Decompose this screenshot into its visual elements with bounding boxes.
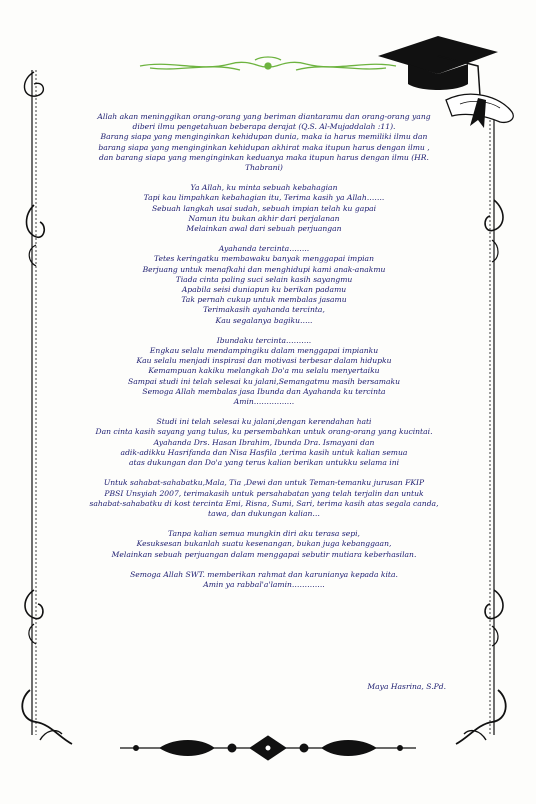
father-line: Tetes keringatku membawaku banyak menggapai impian	[154, 254, 374, 264]
mother-line: Ibundaku tercinta……….	[216, 335, 312, 345]
final-prayer-paragraph	[62, 570, 466, 590]
final-prayer-line: Semoga Allah SWT. memberikan rahmat dan karunianya kepada kita.	[130, 569, 398, 579]
signature: Maya Hasrina, S.Pd.	[367, 682, 446, 691]
mother-line: Sampai studi ini telah selesai ku jalani,Semangatmu masih bersamaku	[128, 376, 400, 386]
father-line: Kau segalanya bagiku…..	[215, 315, 313, 325]
verse-line: dan barang siapa yang menginginkan keduanya maka itupun harus dengan ilmu (HR.	[99, 152, 429, 162]
father-line: Ayahanda tercinta……..	[218, 244, 310, 254]
father-line: Terimakasih ayahanda tercinta,	[203, 305, 325, 315]
family-line: adik-adikku Hasrifanda dan Nisa Hasfila ,terima kasih untuk kalian semua	[120, 447, 408, 457]
mother-line: Amin…………….	[233, 397, 295, 407]
prayer-line: Namun itu bukan akhir dari perjalanan	[188, 213, 340, 223]
mother-line: Engkau selalu mendampingiku dalam menggapai impianku	[149, 346, 379, 356]
closing-paragraph	[62, 529, 466, 560]
prayer-line: Ya Allah, ku minta sebuah kebahagian	[190, 183, 338, 193]
verse-line: Allah akan meninggikan orang-orang yang beriman diantaramu dan orang-orang yang	[97, 112, 431, 121]
bottom-ornament-icon	[120, 736, 416, 760]
friends-line: sahabat-sahabatku di kost tercinta Emi, Risna, Sumi, Sari, terima kasih atas segala canda,	[89, 498, 439, 508]
family-line: Dan cinta kasih sayang yang tulus, ku persembahkan untuk orang-orang yang kucintai.	[95, 427, 433, 437]
prayer-line: Tapi kau limpahkan kebahagian itu, Terima kasih ya Allah…….	[143, 193, 385, 203]
mother-line: Kau selalu menjadi inspirasi dan motivasi terbesar dalam hidupku	[136, 356, 392, 366]
family-paragraph	[62, 417, 466, 468]
friends-line: PBSI Unsyiah 2007, terimakasih untuk persahabatan yang telah terjalin dan untuk	[104, 488, 424, 498]
dedication-text	[62, 112, 466, 590]
friends-paragraph	[62, 478, 466, 519]
father-line: Berjuang untuk menafkahi dan menghidupi kami anak-anakmu	[142, 264, 386, 274]
family-line: atas dukungan dan Do'a yang terus kalian berikan untukku selama ini	[128, 458, 400, 468]
mother-paragraph	[62, 336, 466, 407]
verse-line: Barang siapa yang menginginkan kehidupan dunia, maka ia harus memiliki ilmu dan	[100, 132, 428, 142]
prayer-paragraph	[62, 183, 466, 234]
family-line: Studi ini telah selesai ku jalani,dengan kerendahan hati	[156, 417, 372, 427]
friends-line: Untuk sahabat-sahabatku,Mala, Tia ,Dewi dan untuk Teman-temanku jurusan FKIP	[103, 478, 425, 488]
father-line: Tak pernah cukup untuk membalas jasamu	[181, 295, 347, 305]
mother-line: Semoga Allah membalas jasa Ibunda dan Ayahanda ku tercinta	[142, 386, 386, 396]
prayer-line: Melainkan awal dari sebuah perjuangan	[186, 224, 342, 234]
final-prayer-line: Amin ya rabbal'a'lamin………….	[203, 579, 325, 589]
father-line: Apabila seisi duniapun ku berikan padamu	[181, 285, 347, 295]
green-flourish-icon	[140, 57, 396, 70]
mother-line: Kemampuan kakiku melangkah Do'a mu selalu menyertaiku	[148, 366, 380, 376]
prayer-line: Sebuah langkah usai sudah, sebuah impian telah ku gapai	[151, 203, 377, 213]
closing-line: Tanpa kalian semua mungkin diri aku terasa sepi,	[168, 529, 360, 539]
friends-line: tawa, dan dukungan kalian…	[208, 508, 320, 518]
closing-line: Kesuksesan bukanlah suatu kesenangan, bukan juga kebanggaan,	[136, 539, 392, 549]
family-line: Ayahanda Drs. Hasan Ibrahim, Ibunda Dra. Ismayani dan	[153, 437, 375, 447]
father-paragraph	[62, 244, 466, 326]
closing-line: Melainkan sebuah perjuangan dalam menggapai sebutir mutiara keberhasilan.	[111, 549, 417, 559]
verse-line: barang siapa yang menginginkan kehidupan akhirat maka itupun harus dengan ilmu ,	[98, 142, 430, 152]
verse-paragraph	[62, 112, 466, 173]
verse-line: diberi ilmu pengetahuan beberapa derajat (Q.S. Al-Mujaddalah :11).	[132, 122, 396, 132]
verse-line: Thabrani)	[245, 163, 283, 173]
father-line: Tiada cinta paling suci selain kasih sayangmu	[175, 274, 353, 284]
